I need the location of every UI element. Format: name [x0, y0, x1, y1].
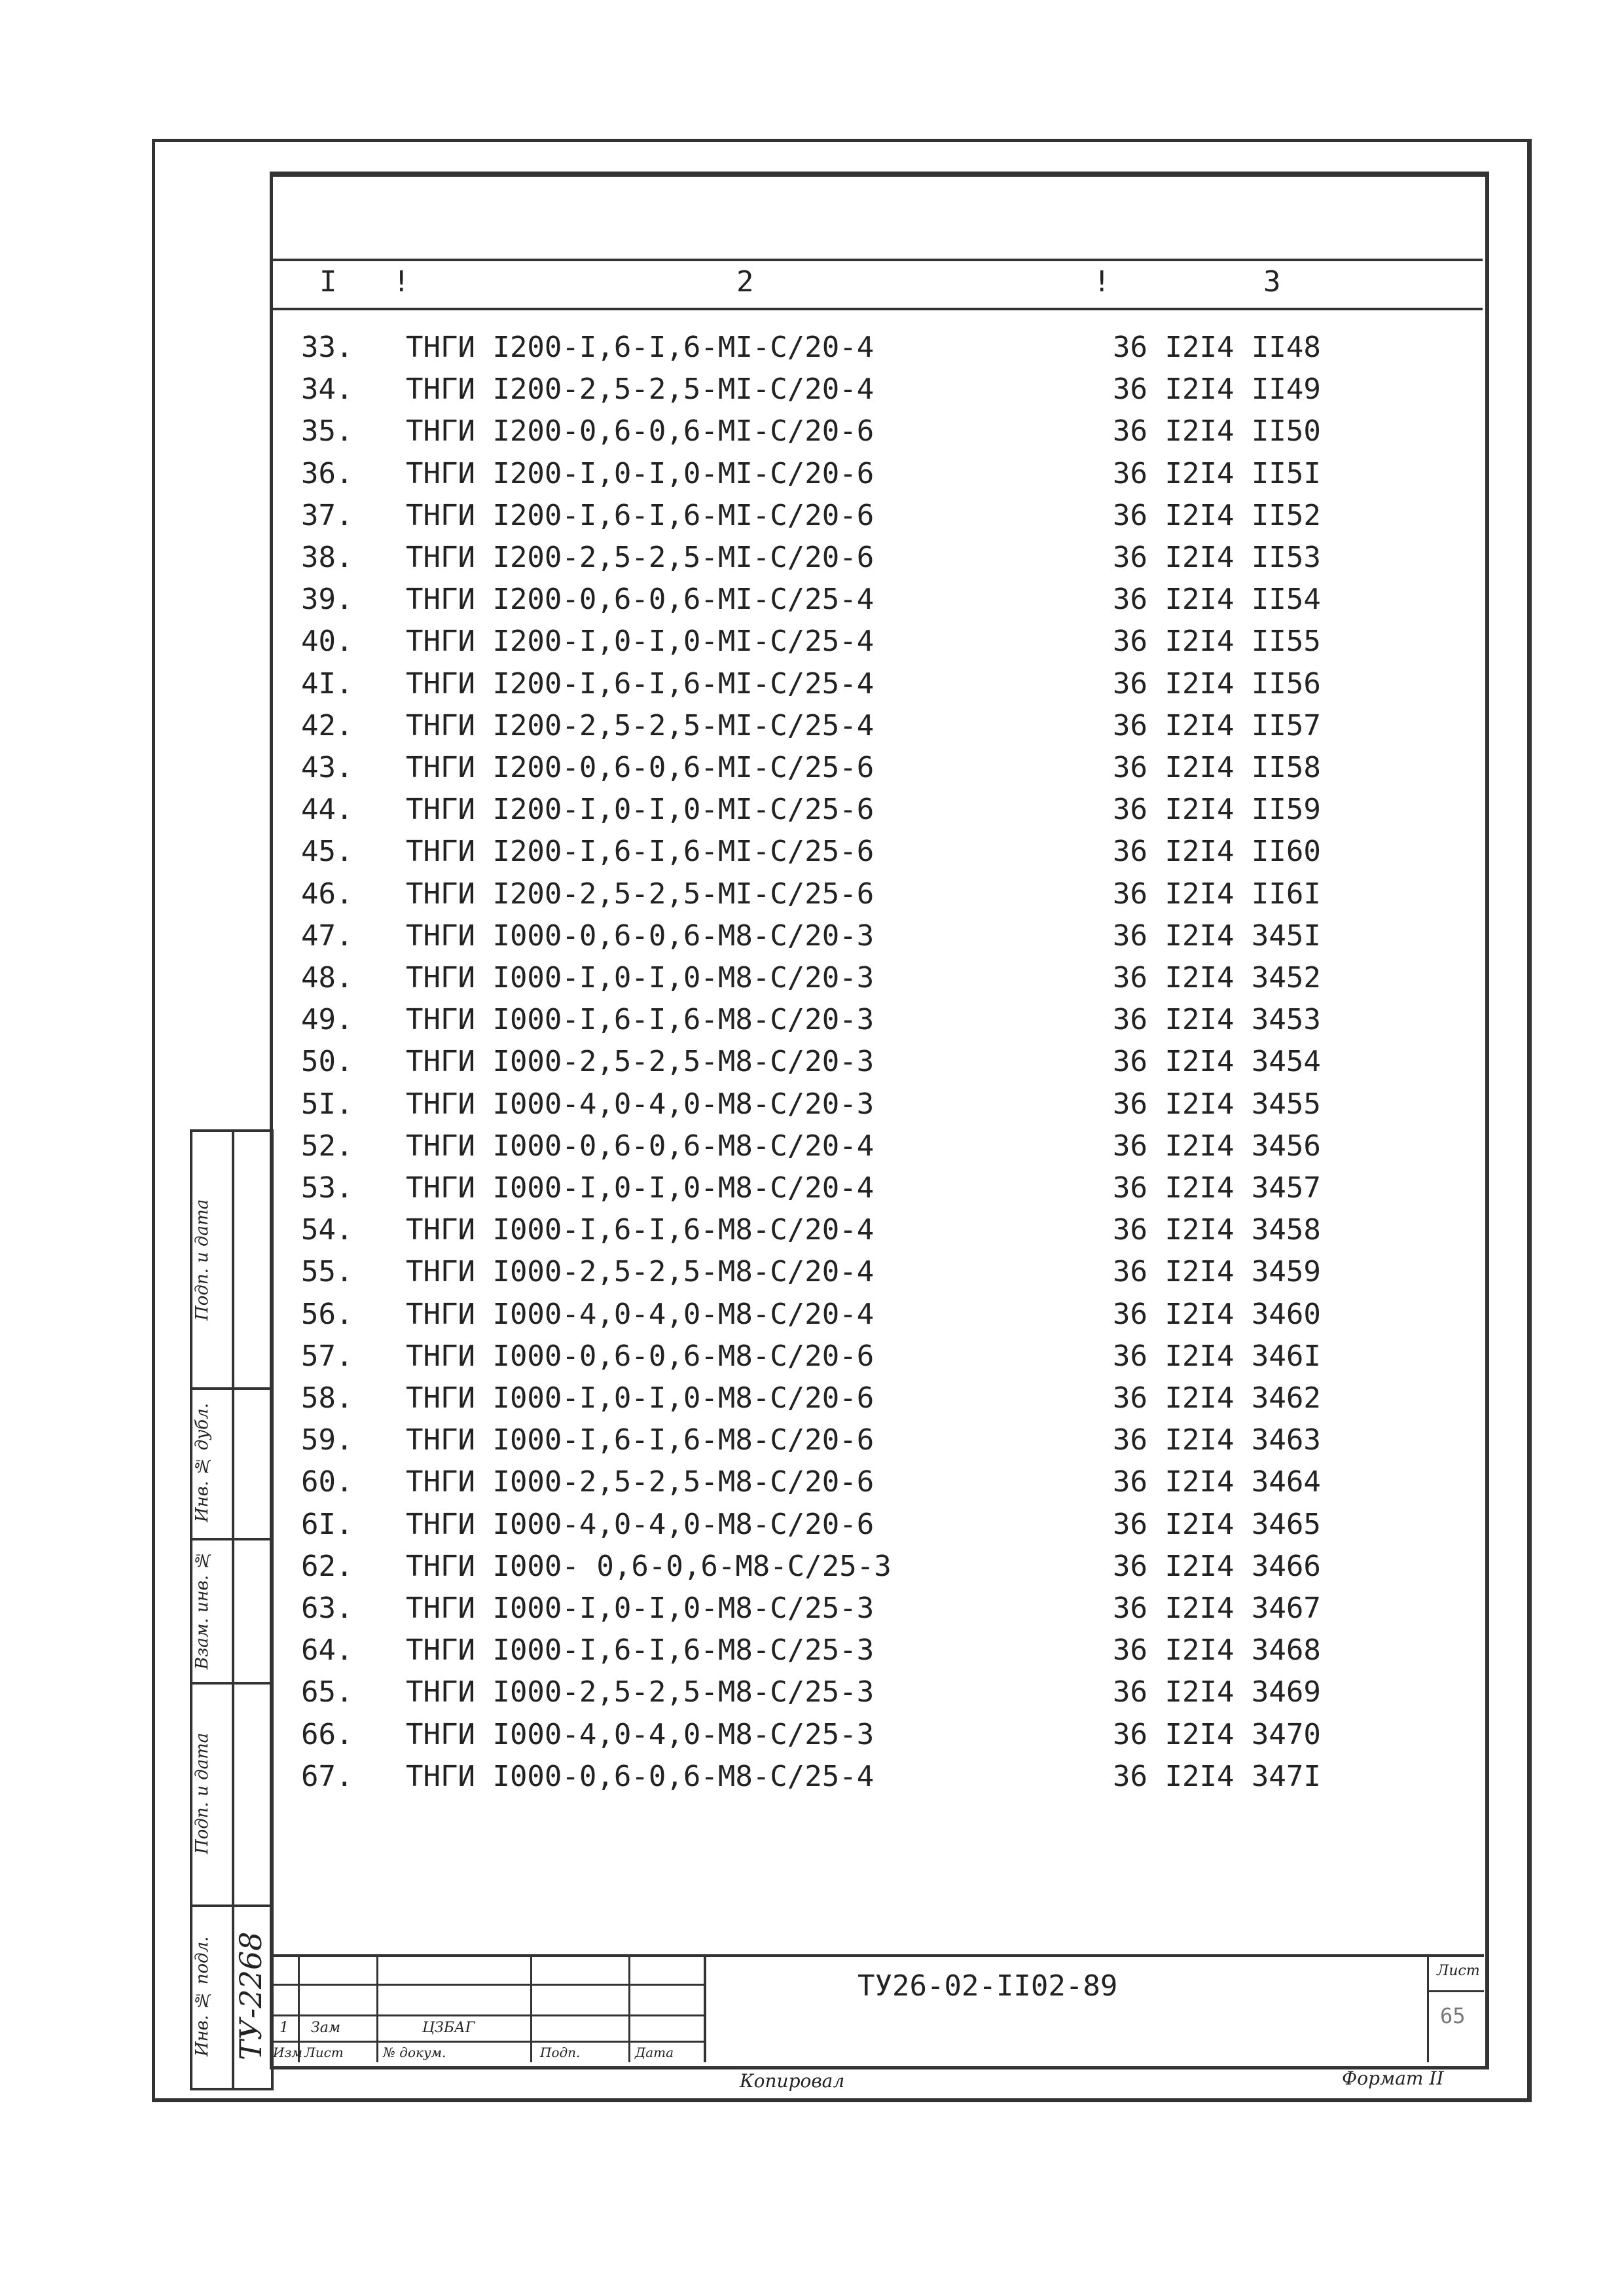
label-change: Изм	[273, 2045, 302, 2060]
original-inventory-label: Инв. № подл.	[192, 1936, 212, 2056]
row-number: 59.	[301, 1423, 353, 1457]
item-designation: ТНГИ I000-I,0-I,0-М8-С/20-3	[406, 961, 875, 994]
header-top-rule	[272, 259, 1483, 261]
replaced-inventory-label: Взам. инв. №	[192, 1550, 212, 1670]
row-number: 6I.	[301, 1507, 353, 1541]
row-number: 5I.	[301, 1087, 353, 1121]
item-code: 36 I2I4 3456	[1113, 1129, 1321, 1163]
item-code: 36 I2I4 3457	[1113, 1171, 1321, 1205]
item-designation: ТНГИ I200-2,5-2,5-МI-С/25-4	[406, 708, 875, 742]
document-number: ТУ26-02-II02-89	[857, 1969, 1118, 2003]
row-number: 38.	[301, 541, 353, 574]
item-designation: ТНГИ I000- 0,6-0,6-М8-С/25-3	[406, 1549, 892, 1583]
item-code: 36 I2I4 3470	[1113, 1717, 1321, 1751]
row-number: 53.	[301, 1171, 353, 1205]
item-code: 36 I2I4 3463	[1113, 1423, 1321, 1457]
row-number: 54.	[301, 1213, 353, 1247]
row-number: 48.	[301, 961, 353, 994]
item-code: 36 I2I4 3462	[1113, 1381, 1321, 1415]
item-designation: ТНГИ I000-0,6-0,6-М8-С/25-4	[406, 1759, 875, 1793]
item-code: 36 I2I4 3460	[1113, 1297, 1321, 1331]
sign-date-label: Подп. и дата	[192, 1732, 212, 1854]
item-code: 36 I2I4 3452	[1113, 961, 1321, 994]
item-designation: ТНГИ I000-2,5-2,5-М8-С/20-4	[406, 1255, 875, 1289]
item-designation: ТНГИ I200-0,6-0,6-МI-С/25-4	[406, 583, 875, 617]
item-code: 36 I2I4 II56	[1113, 666, 1321, 701]
label-doc-number: № докум.	[383, 2045, 446, 2060]
row-number: 50.	[301, 1045, 353, 1079]
item-designation: ТНГИ I000-I,0-I,0-М8-С/20-4	[406, 1171, 875, 1205]
item-code: 36 I2I4 346I	[1113, 1339, 1321, 1373]
item-code: 36 I2I4 3459	[1113, 1255, 1321, 1289]
item-designation: ТНГИ I000-2,5-2,5-М8-С/20-6	[406, 1465, 875, 1499]
item-designation: ТНГИ I000-0,6-0,6-М8-С/20-3	[406, 919, 875, 953]
item-code: 36 I2I4 II50	[1113, 414, 1321, 448]
item-code: 36 I2I4 II52	[1113, 498, 1321, 532]
row-number: 66.	[301, 1717, 353, 1751]
format-label: Формат II	[1342, 2068, 1444, 2089]
row-number: 58.	[301, 1381, 353, 1415]
row-number: 49.	[301, 1003, 353, 1037]
item-designation: ТНГИ I000-I,0-I,0-М8-С/25-3	[406, 1592, 875, 1625]
item-designation: ТНГИ I200-0,6-0,6-МI-С/20-6	[406, 414, 875, 448]
item-designation: ТНГИ I000-0,6-0,6-М8-С/20-4	[406, 1129, 875, 1163]
row-number: 4I.	[301, 666, 353, 701]
label-signature: Подп.	[540, 2045, 581, 2060]
item-designation: ТНГИ I200-I,6-I,6-МI-С/25-4	[406, 666, 875, 701]
row-number: 34.	[301, 373, 353, 407]
item-designation: ТНГИ I200-2,5-2,5-МI-С/20-6	[406, 541, 875, 574]
sheet-number: 65	[1440, 2003, 1466, 2028]
item-code: 36 I2I4 3469	[1113, 1675, 1321, 1709]
item-designation: ТНГИ I000-4,0-4,0-М8-С/20-3	[406, 1087, 875, 1121]
item-designation: ТНГИ I000-2,5-2,5-М8-С/20-3	[406, 1045, 875, 1079]
item-code: 36 I2I4 II55	[1113, 625, 1321, 659]
item-code: 36 I2I4 II54	[1113, 583, 1321, 617]
row-number: 40.	[301, 625, 353, 659]
label-date: Дата	[635, 2045, 674, 2060]
item-designation: ТНГИ I000-I,6-I,6-М8-С/20-4	[406, 1213, 875, 1247]
item-designation: ТНГИ I200-I,0-I,0-МI-С/20-6	[406, 456, 875, 490]
row-number: 39.	[301, 583, 353, 617]
item-code: 36 I2I4 3467	[1113, 1592, 1321, 1625]
item-code: 36 I2I4 II6I	[1113, 877, 1321, 911]
item-code: 36 I2I4 II49	[1113, 373, 1321, 407]
item-designation: ТНГИ I200-I,6-I,6-МI-С/20-4	[406, 331, 875, 364]
column-separator: !	[393, 265, 410, 299]
item-code: 36 I2I4 II57	[1113, 708, 1321, 742]
item-designation: ТНГИ I000-I,6-I,6-М8-С/25-3	[406, 1633, 875, 1667]
item-designation: ТНГИ I200-I,0-I,0-МI-С/25-4	[406, 625, 875, 659]
item-code: 36 I2I4 3455	[1113, 1087, 1321, 1121]
row-number: 46.	[301, 877, 353, 911]
item-code: 36 I2I4 II53	[1113, 541, 1321, 574]
row-number: 36.	[301, 456, 353, 490]
row-number: 62.	[301, 1549, 353, 1583]
item-designation: ТНГИ I200-0,6-0,6-МI-С/25-6	[406, 751, 875, 784]
item-designation: ТНГИ I200-I,6-I,6-МI-С/20-6	[406, 498, 875, 532]
item-code: 36 I2I4 345I	[1113, 919, 1321, 953]
row-number: 55.	[301, 1255, 353, 1289]
row-number: 63.	[301, 1592, 353, 1625]
binding-stamp	[190, 1129, 274, 2090]
item-designation: ТНГИ I000-0,6-0,6-М8-С/20-6	[406, 1339, 875, 1373]
sign-date-label: Подп. и дата	[192, 1199, 212, 1321]
row-number: 42.	[301, 708, 353, 742]
item-code: 36 I2I4 3453	[1113, 1003, 1321, 1037]
row-number: 52.	[301, 1129, 353, 1163]
change-number: 1	[280, 2020, 289, 2036]
row-number: 65.	[301, 1675, 353, 1709]
item-designation: ТНГИ I000-I,6-I,6-М8-С/20-3	[406, 1003, 875, 1037]
item-code: 36 I2I4 II5I	[1113, 456, 1321, 490]
row-number: 45.	[301, 835, 353, 869]
row-number: 44.	[301, 793, 353, 827]
row-number: 60.	[301, 1465, 353, 1499]
row-number: 47.	[301, 919, 353, 953]
item-code: 36 I2I4 3468	[1113, 1633, 1321, 1667]
header-bottom-rule	[272, 308, 1483, 310]
item-designation: ТНГИ I200-2,5-2,5-МI-С/25-6	[406, 877, 875, 911]
row-number: 37.	[301, 498, 353, 532]
column-2-header: 2	[736, 265, 754, 299]
item-code: 36 I2I4 3464	[1113, 1465, 1321, 1499]
row-number: 64.	[301, 1633, 353, 1667]
item-code: 36 I2I4 347I	[1113, 1759, 1321, 1793]
column-3-header: 3	[1263, 265, 1281, 299]
row-number: 43.	[301, 751, 353, 784]
item-code: 36 I2I4 II59	[1113, 793, 1321, 827]
copied-by-label: Копировал	[740, 2070, 845, 2092]
item-designation: ТНГИ I000-4,0-4,0-М8-С/20-6	[406, 1507, 875, 1541]
row-number: 67.	[301, 1759, 353, 1793]
duplicate-inventory-label: Инв. № дубл.	[192, 1403, 212, 1522]
item-code: 36 I2I4 II60	[1113, 835, 1321, 869]
item-designation: ТНГИ I200-I,6-I,6-МI-С/25-6	[406, 835, 875, 869]
item-designation: ТНГИ I000-I,0-I,0-М8-С/20-6	[406, 1381, 875, 1415]
item-code: 36 I2I4 3458	[1113, 1213, 1321, 1247]
sheet-label: Лист	[1437, 1963, 1480, 1979]
item-code: 36 I2I4 II48	[1113, 331, 1321, 364]
label-sheet: Лист	[304, 2045, 344, 2060]
row-number: 35.	[301, 414, 353, 448]
item-designation: ТНГИ I000-I,6-I,6-М8-С/20-6	[406, 1423, 875, 1457]
item-designation: ТНГИ I000-4,0-4,0-М8-С/25-3	[406, 1717, 875, 1751]
item-code: 36 I2I4 3465	[1113, 1507, 1321, 1541]
change-type: Зам	[311, 2020, 341, 2036]
row-number: 57.	[301, 1339, 353, 1373]
row-number: 33.	[301, 331, 353, 364]
item-designation: ТНГИ I000-2,5-2,5-М8-С/25-3	[406, 1675, 875, 1709]
item-designation: ТНГИ I200-I,0-I,0-МI-С/25-6	[406, 793, 875, 827]
column-1-header: I	[319, 265, 337, 299]
item-designation: ТНГИ I200-2,5-2,5-МI-С/20-4	[406, 373, 875, 407]
column-separator: !	[1093, 265, 1111, 299]
item-code: 36 I2I4 3454	[1113, 1045, 1321, 1079]
item-code: 36 I2I4 3466	[1113, 1549, 1321, 1583]
item-designation: ТНГИ I000-4,0-4,0-М8-С/20-4	[406, 1297, 875, 1331]
row-number: 56.	[301, 1297, 353, 1331]
change-document: ЦЗБАГ	[422, 2020, 475, 2036]
original-inventory-number: ТУ-2268	[233, 1931, 268, 2061]
item-code: 36 I2I4 II58	[1113, 751, 1321, 784]
